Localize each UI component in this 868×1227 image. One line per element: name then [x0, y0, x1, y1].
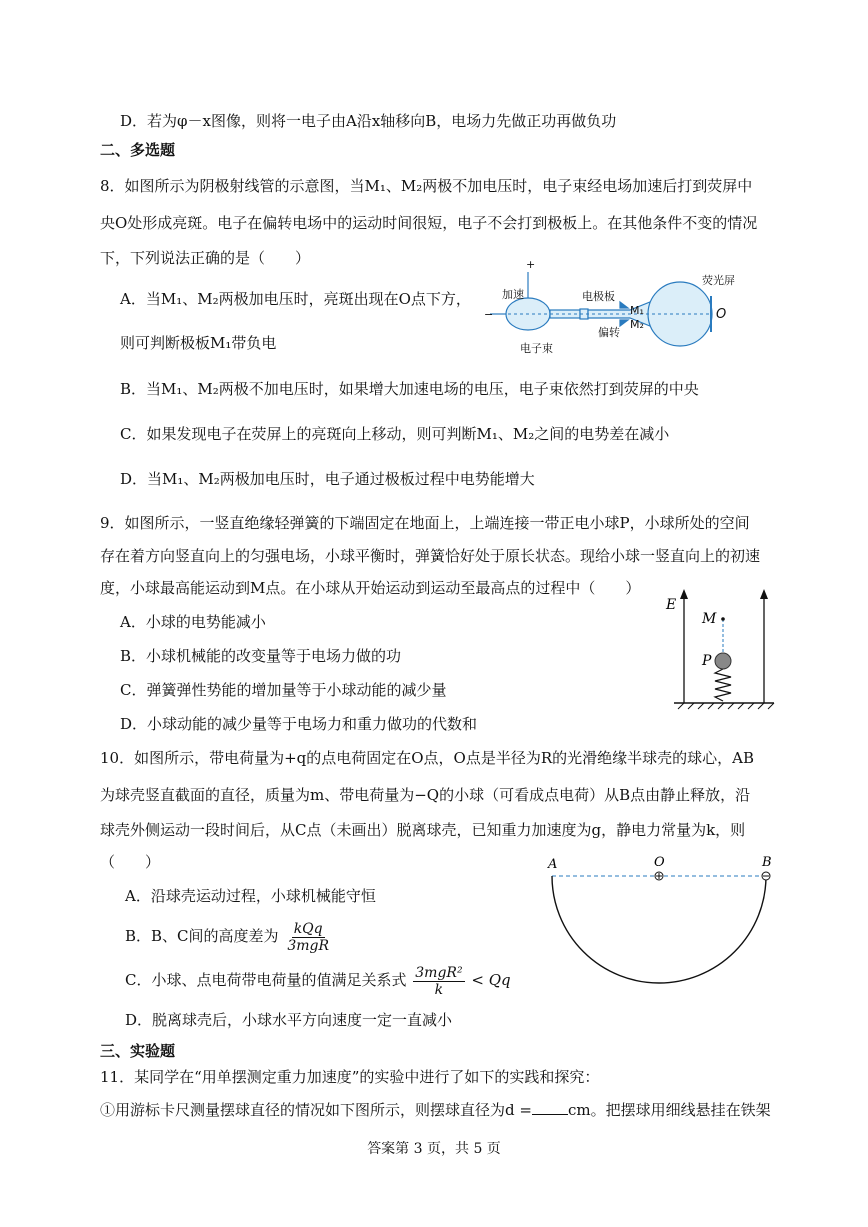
q10-option-b-text: B．B、C间的高度差为: [125, 927, 279, 945]
q10-option-d: D．脱离球壳后，小球水平方向速度一定一直减小: [125, 1011, 453, 1029]
fig8-plus-label: +: [526, 258, 536, 271]
q10-option-b: [125, 918, 333, 954]
q11-item-1-text-end: cm。把摆球用细线悬挂在铁架: [567, 1101, 771, 1119]
q10-option-b-numerator: kQq: [293, 920, 323, 937]
q10-option-b-denominator: 3mgR: [287, 937, 329, 954]
q8-option-a-2: 则可判断极板M₁带负电: [120, 334, 277, 352]
fig8-m2-label: M₂: [630, 318, 644, 331]
fig10-o-label: O: [654, 855, 665, 870]
q8-option-b: B．当M₁、M₂两极不加电压时，如果增大加速电场的电压，电子束依然打到荧屏的中央: [120, 380, 699, 398]
diameter-answer-blank[interactable]: [532, 1100, 568, 1115]
fig8-beam-label: 电子束: [520, 342, 553, 355]
q10-option-c-text: C．小球、点电荷带电荷量的值满足关系式: [125, 971, 407, 989]
fig8-accel-label: 加速: [502, 288, 524, 301]
q11-stem: 11．某同学在“用单摆测定重力加速度”的实验中进行了如下的实践和探究：: [100, 1068, 600, 1086]
section-experiment: 三、实验题: [100, 1042, 176, 1060]
q9-stem-2: 存在着方向竖直向上的匀强电场，小球平衡时，弹簧恰好处于原长状态。现给小球一竖直向上的初速: [100, 547, 761, 565]
q8-option-c: C．如果发现电子在荧屏上的亮斑向上移动，则可判断M₁、M₂之间的电势差在减小: [120, 425, 670, 443]
q9-option-b: B．小球机械能的改变量等于电场力做的功: [120, 647, 402, 665]
q8-option-d: D．当M₁、M₂两极加电压时，电子通过极板过程中电势能增大: [120, 470, 535, 488]
fig8-o-label: O: [716, 307, 727, 322]
q10-option-c-denominator: k: [434, 981, 444, 998]
q8-stem-2: 央O处形成亮斑。电子在偏转电场中的运动时间很短，电子不会打到极板上。在其他条件不变的情况: [100, 214, 758, 232]
fig8-m1-label: M₁: [630, 304, 644, 317]
q11-item-1: [100, 1100, 771, 1120]
q10-option-c-fraction: [413, 965, 464, 998]
fig8-deflect-label: 偏转: [598, 326, 620, 339]
q9-option-c: C．弹簧弹性势能的增加量等于小球动能的减少量: [120, 681, 447, 699]
spring-ball-figure: [660, 585, 780, 720]
fig8-minus-label: −: [484, 308, 494, 321]
page-footer: 答案第 3 页，共 5 页: [367, 1141, 501, 1157]
q10-option-a: A．沿球壳运动过程，小球机械能守恒: [125, 887, 376, 905]
fig8-screen-label: 荧光屏: [702, 274, 735, 287]
q10-stem-2: 为球壳竖直截面的直径，质量为m、带电荷量为−Q的小球（可看成点电荷）从B点由静止释放，沿: [100, 786, 751, 804]
q10-stem-4: （ ）: [100, 853, 161, 871]
fig10-a-label: A: [548, 857, 558, 872]
q9-stem-3: 度，小球最高能运动到M点。在小球从开始运动到运动至最高点的过程中（ ）: [100, 579, 641, 597]
q9-option-d: D．小球动能的减少量等于电场力和重力做功的代数和: [120, 715, 478, 733]
fig8-plate-label: 电极板: [582, 290, 615, 303]
q8-stem-1: 8．如图所示为阴极射线管的示意图，当M₁、M₂两极不加电压时，电子束经电场加速后打到荧屏中: [100, 177, 753, 195]
q10-option-c-numerator: 3mgR²: [415, 964, 463, 981]
q8-option-a-1: A．当M₁、M₂两极加电压时，亮斑出现在O点下方，: [120, 290, 471, 308]
q9-option-a: A．小球的电势能减小: [120, 613, 266, 631]
q11-item-1-text: ①用游标卡尺测量摆球直径的情况如下图所示，则摆球直径为d =: [100, 1101, 532, 1119]
cathode-ray-tube-figure: [480, 256, 780, 366]
q10-option-c-inequality: < Qq: [471, 971, 511, 989]
q8-stem-3: 下，下列说法正确的是（ ）: [100, 249, 311, 267]
fig9-m-label: M: [702, 611, 717, 627]
fig10-b-label: B: [762, 855, 772, 870]
q7-option-d: D．若为φ－x图像，则将一电子由A沿x轴移向B，电场力先做正功再做负功: [120, 112, 617, 130]
q10-stem-3: 球壳外侧运动一段时间后，从C点（未画出）脱离球壳，已知重力加速度为g，静电力常量为k，则: [100, 821, 746, 839]
q10-stem-1: 10．如图所示，带电荷量为+q的点电荷固定在O点，O点是半径为R的光滑绝缘半球壳的球心，AB: [100, 749, 755, 767]
q10-option-b-fraction: [285, 921, 331, 954]
fig9-p-label: P: [702, 653, 712, 669]
section-multiple-choice: 二、多选题: [100, 141, 176, 159]
hemisphere-figure: [540, 852, 780, 1002]
fig9-e-label: E: [666, 597, 677, 613]
q10-option-c: [125, 962, 511, 998]
q9-stem-1: 9．如图所示，一竖直绝缘轻弹簧的下端固定在地面上，上端连接一带正电小球P，小球所处的空间: [100, 514, 750, 532]
